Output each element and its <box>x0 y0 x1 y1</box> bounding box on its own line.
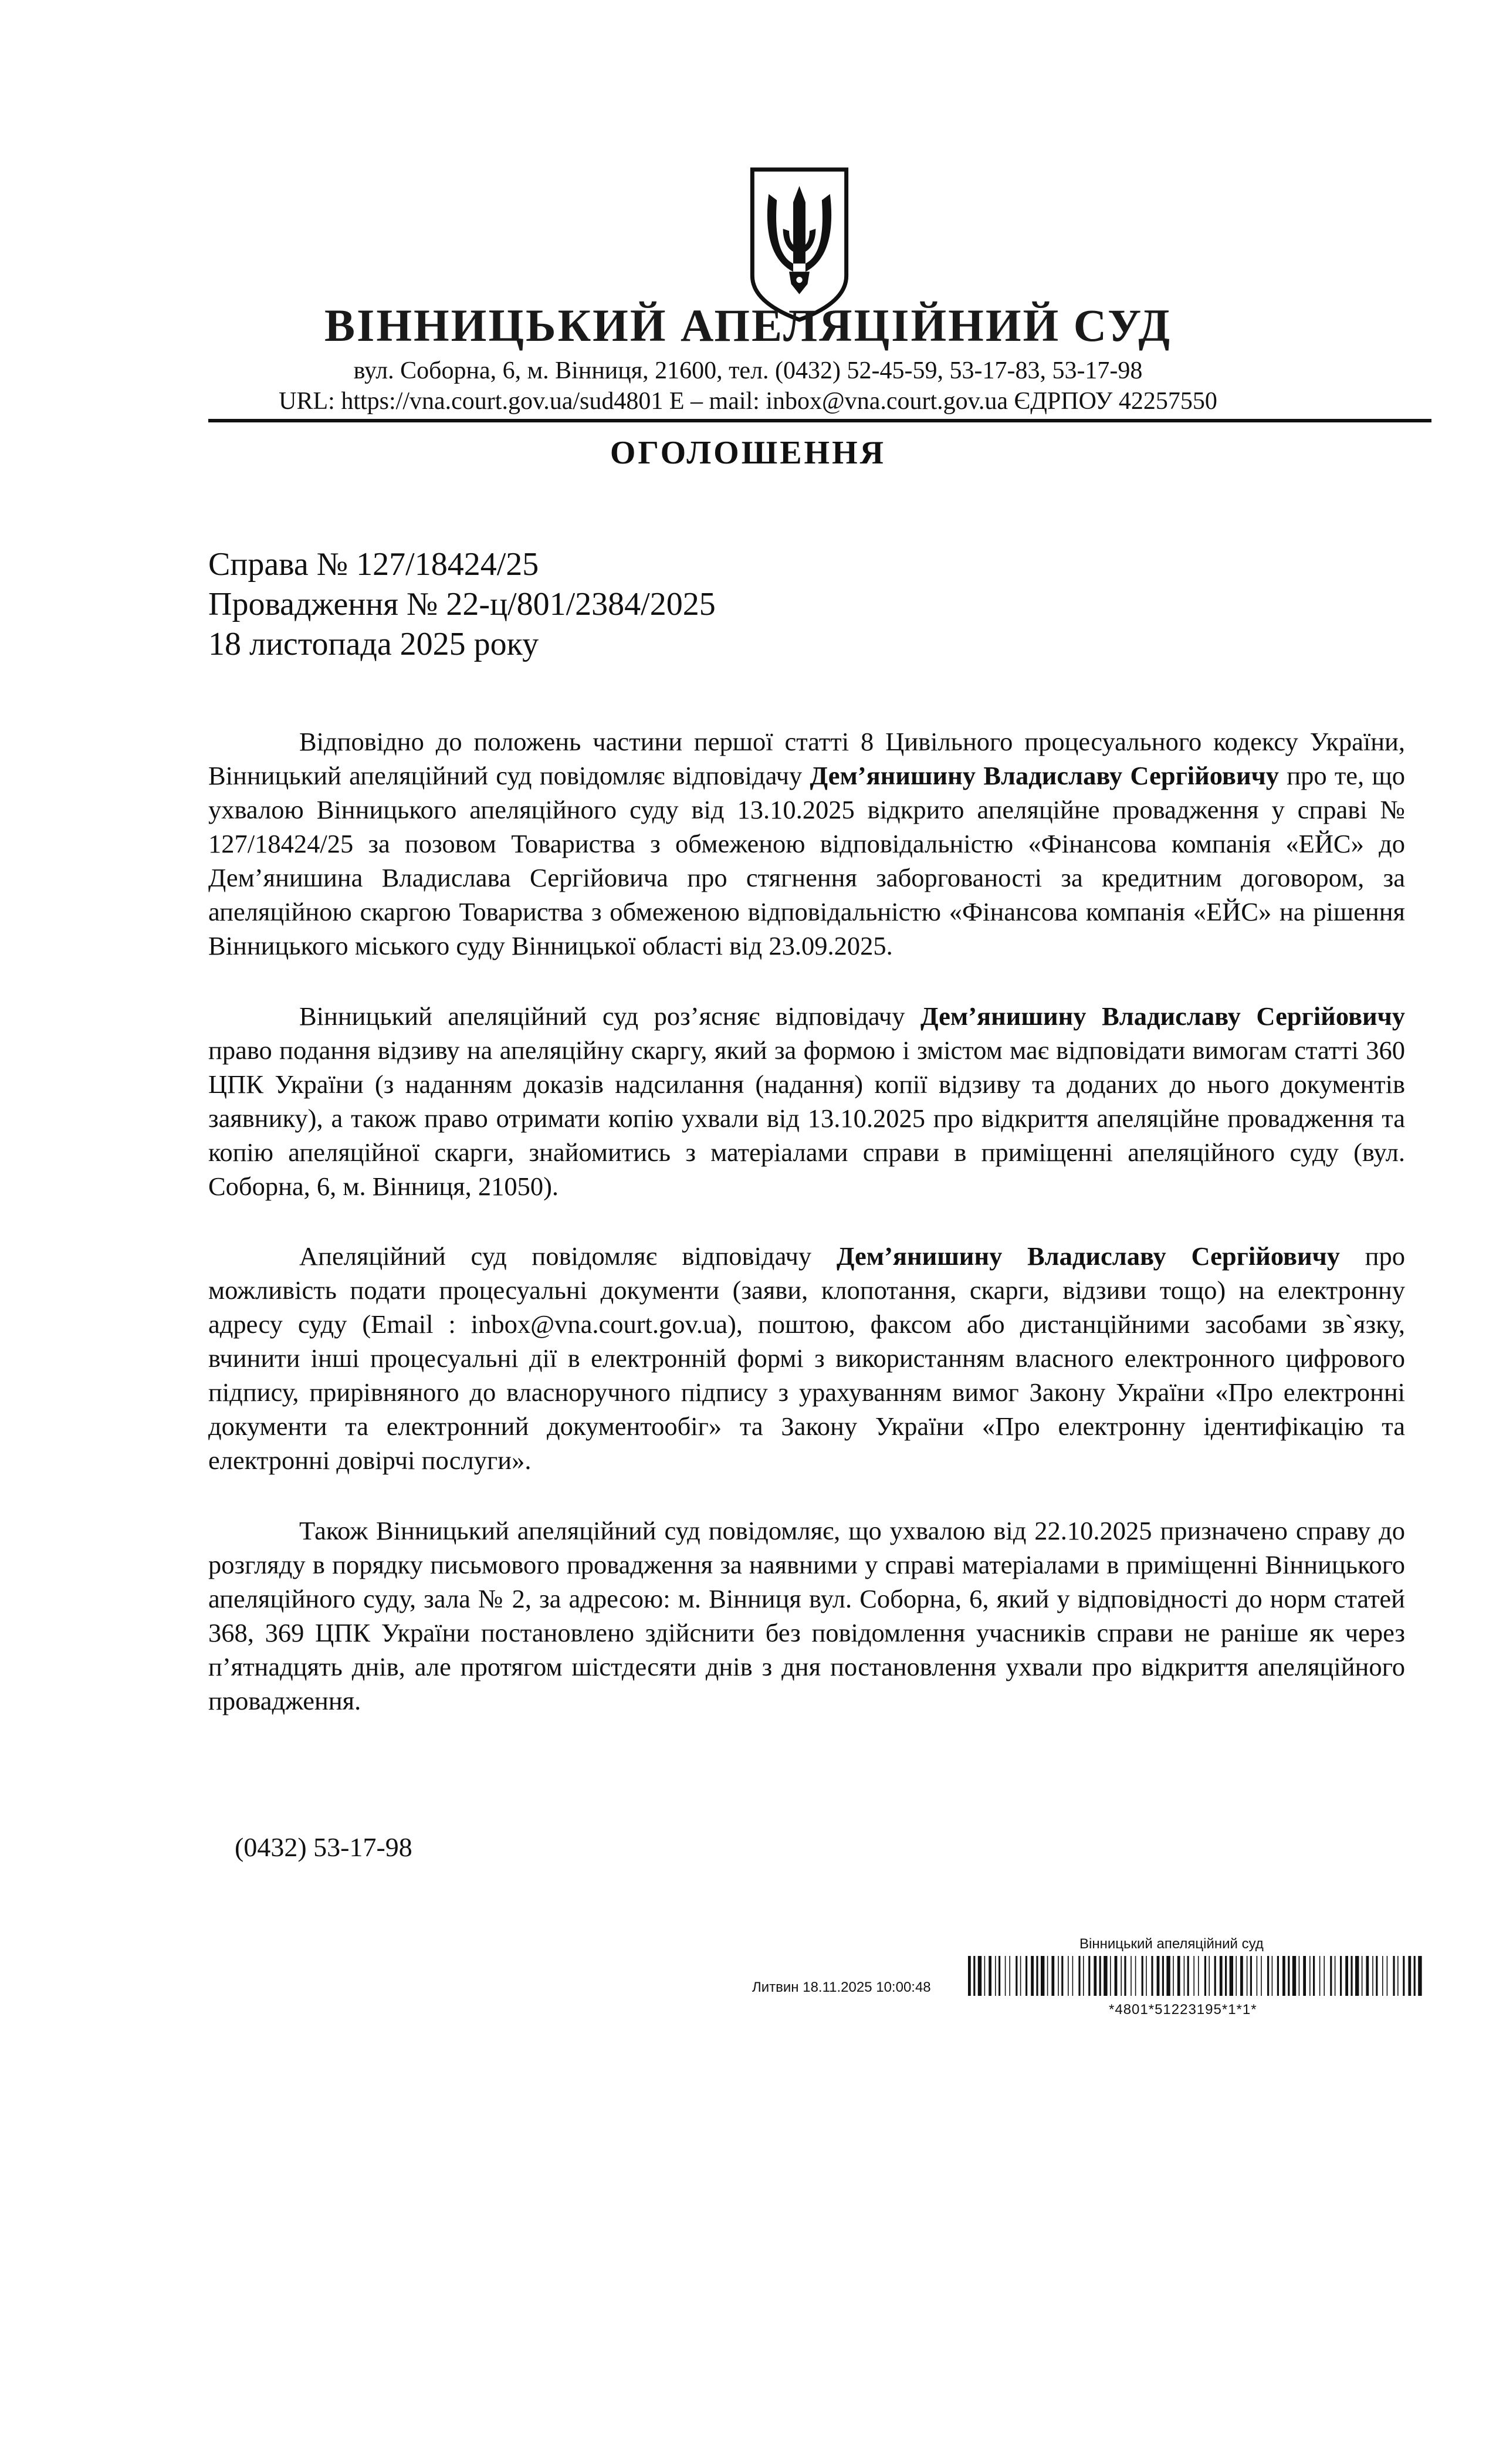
paragraph-text: Вінницький апеляційний суд роз’ясняє відповідачу <box>299 1001 921 1031</box>
case-number: Справа № 127/18424/25 <box>208 546 539 583</box>
paragraph-text: право подання відзиву на апеляційну скаргу, який за формою і змістом має відповідати вимогам статті 360 ЦПК України (з наданням доказів надсилання (надання) копії відзиву та доданих до нього документів заявнику), а також право отримати копію ухвали від 13.10.2025 про відкриття апеляційне провадження та копію апеляційної скарги, знайомитись з матеріалами справи в приміщенні апеляційного суду (вул. Соборна, 6, м. Вінниця, 21050). <box>208 1035 1405 1201</box>
paragraph-4: Також Вінницький апеляційний суд повідомляє, що ухвалою від 22.10.2025 призначено справу до розгляду в порядку письмового провадження за наявними у справі матеріалами в приміщенні Вінницького апеляційного суду, зала № 2, за адресою: м. Вінниця вул. Соборна, 6, який у відповідності до норм статей 368, 369 ЦПК України постановлено здійснити без повідомлення учасників справи не раніше як через п’ятнадцять днів, але протягом шістдесяти днів з дня постановлення ухвали про відкриття апеляційного провадження. <box>208 1516 1405 1715</box>
document-title: ОГОЛОШЕННЯ <box>610 435 886 471</box>
contact-phone: (0432) 53-17-98 <box>235 1832 412 1862</box>
respondent-name: Дем’янишину Владиславу Сергійовичу <box>920 1001 1405 1031</box>
proceeding-number: Провадження № 22-ц/801/2384/2025 <box>208 586 716 622</box>
paragraph-text: про можливість подати процесуальні документи (заяви, клопотання, скарги, відзиви тощо) на електронну адресу суду (Email : inbox@vna.court.gov.ua), поштою, факсом або дистанційними засобами зв`язку, вчинити інші процесуальні дії в електронній формі з використанням власного електронного цифрового підпису, прирівняного до власноручного підпису з урахуванням вимог Закону України «Про електронні документи та електронний документообіг» та Закону України «Про електронну ідентифікацію та електронні довірчі послуги». <box>208 1241 1405 1475</box>
court-name: ВІННИЦЬКИЙ АПЕЛЯЦІЙНИЙ СУД <box>324 300 1172 351</box>
respondent-name: Дем’янишину Владиславу Сергійовичу <box>810 761 1279 790</box>
respondent-name: Дем’янишину Владиславу Сергійовичу <box>836 1241 1340 1271</box>
paragraph-1 <box>208 725 1405 963</box>
header-divider <box>208 419 1431 422</box>
stamp-court-name: Вінницький апеляційний суд <box>1079 1936 1264 1952</box>
paragraph-3 <box>208 1239 1405 1477</box>
court-contacts: URL: https://vna.court.gov.ua/sud4801 E – mail: inbox@vna.court.gov.ua ЄДРПОУ 42257550 <box>279 388 1217 415</box>
paragraph-text: Відповідно до положень частини першої статті 8 Цивільного процесуального кодексу України, Вінницький апеляційний суд повідомляє відповідачу <box>208 727 1405 790</box>
paragraph-2 <box>208 999 1405 1203</box>
barcode-icon <box>968 1956 1426 1996</box>
court-address: вул. Соборна, 6, м. Вінниця, 21600, тел. (0432) 52-45-59, 53-17-83, 53-17-98 <box>353 357 1143 384</box>
stamp-author-timestamp: Литвин 18.11.2025 10:00:48 <box>752 1979 931 1995</box>
document-date: 18 листопада 2025 року <box>208 626 539 662</box>
paragraph-text: про те, що ухвалою Вінницького апеляційного суду від 13.10.2025 відкрито апеляційне провадження у справі № 127/18424/25 за позовом Товариства з обмеженою відповідальністю «Фінансова компанія «ЕЙС» до Дем’янишина Владислава Сергійовича про стягнення заборгованості за кредитним договором, за апеляційною скаргою Товариства з обмеженою відповідальністю «Фінансова компанія «ЕЙС» на рішення Вінницького міського суду Вінницької області від 23.09.2025. <box>208 761 1405 960</box>
barcode-code: *4801*51223195*1*1* <box>1109 2002 1257 2018</box>
paragraph-text: Апеляційний суд повідомляє відповідачу <box>299 1241 837 1271</box>
